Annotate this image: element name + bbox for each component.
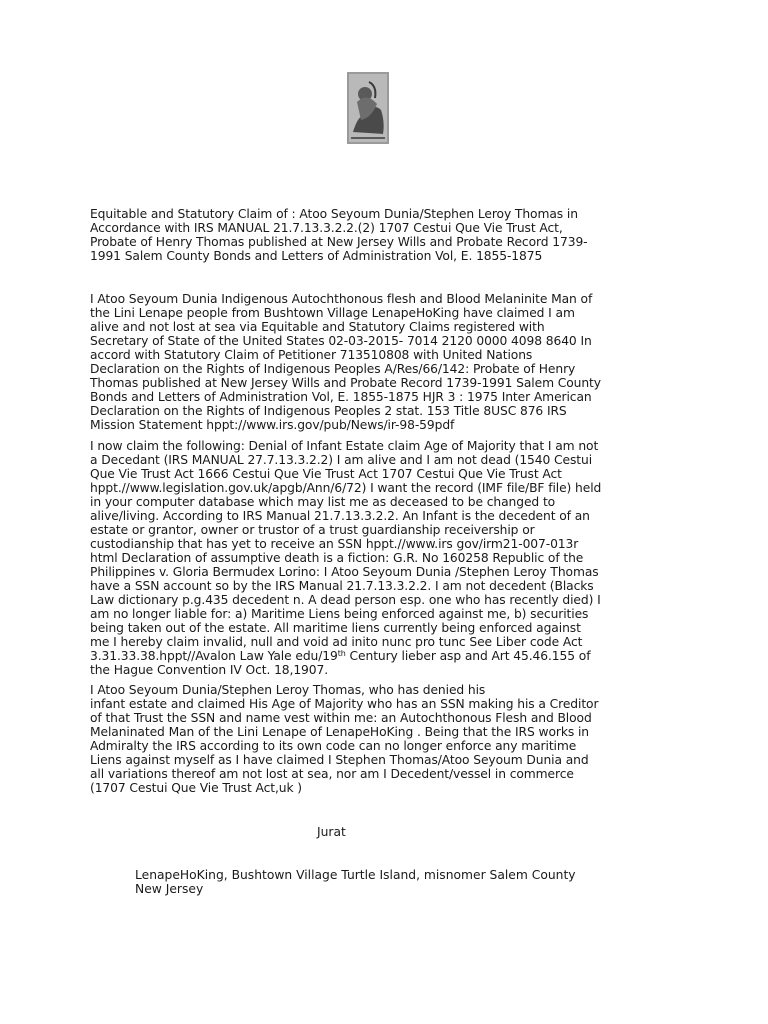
jurat-heading: Jurat — [317, 825, 346, 839]
engraved-seal-icon — [347, 72, 389, 144]
creditor-claim-paragraph: I Atoo Seyoum Dunia/Stephen Leroy Thomas, who has denied his infant estate and claimed His Age of Majority who has an SSN making his a Creditor of that Trust the SSN and name vest within me: an Autochthonous Flesh and Blood Melaninated Man of the Lini Lenape of LenapeHoKing . Being that the IRS works in Admiralty the IRS according to its own code can no longer enforce any maritime Liens against myself as I have claimed I Stephen Thomas/Atoo Seyoum Dunia and all variations thereof am not lost at sea, nor am I Decedent/vessel in commerce (1707 Cestui Que Vie Trust Act,uk ) — [90, 683, 599, 795]
superscript-th: th — [337, 649, 346, 658]
claim-body-paragraph: I Atoo Seyoum Dunia Indigenous Autochthonous flesh and Blood Melaninite Man of the Lini Lenape people from Bushtown Village LenapeHoKing have claimed I am alive and not lost at sea via Equitable and Statutory Claims registered with Secretary of State of the United States 02-03-2015- 7014 2120 0000 4098 8640 In accord with Statutory Claim of Petitioner 713510808 with United Nations Declaration on the Rights of Indigenous Peoples A/Res/66/142: Probate of Henry Thomas published at New Jersey Wills and Probate Record 1739-1991 Salem County Bonds and Letters of Administration Vol, E. 1855-1875 HJR 3 : 1975 Inter American Declaration on the Rights of Indigenous Peoples 2 stat. 153 Title 8USC 876 IRS Mission Statement hppt://www.irs.gov/pub/News/ir-98-59pdf — [90, 292, 601, 432]
claim-title-paragraph: Equitable and Statutory Claim of : Atoo Seyoum Dunia/Stephen Leroy Thomas in Accordance with IRS MANUAL 21.7.13.3.2.2.(2) 1707 Cestui Que Vie Trust Act, Probate of Henry Thomas published at New Jersey Wills and Probate Record 1739- 1991 Salem County Bonds and Letters of Administration Vol, E. 1855-1875 — [90, 207, 588, 263]
denial-claim-text: I now claim the following: Denial of Infant Estate claim Age of Majority that I am not a Decedant (IRS MANUAL 27.7.13.3.2.2) I am alive and I am not dead (1540 Cestui Que Vie Trust Act 1666 Cestui Que Vie Trust Act 1707 Cestui Que Vie Trust Act hppt.//www.legislation.gov.uk/apgb/Ann/6/72) I want the record (IMF file/BF file) held in your computer database which may list me as deceased to be changed to alive/living. According to IRS Manual 21.7.13.3.2.2. An Infant is the decedent of an estate or grantor, owner or trustor of a trust guardianship receivership or custodianship that has yet to receive an SSN hppt.//www.irs gov/irm21-007-013r html Declaration of assumptive death is a fiction: G.R. No 160258 Republic of the Philippines v. Gloria Bermudex Lorino: I Atoo Seyoum Dunia /Stephen Leroy Thomas have a SSN account so by the IRS Manual 21.7.13.3.2.2. I am not decedent (Blacks Law dictionary p.g.435 decedent n. A dead person esp. one who has recently died) I am no longer liable for: a) Maritime Liens being enforced against me, b) securities being taken out of the estate. All maritime liens currently being enforced against me I hereby claim invalid, null and void ad inito nunc pro tunc See Liber code Act 3.31.33.38.hppt//Avalon Law Yale edu/19 — [90, 439, 602, 663]
denial-claim-text-end: Century lieber asp and Art 45.46.155 of the Hague Convention IV Oct. 18,1907. — [90, 649, 591, 677]
denial-claim-paragraph — [90, 439, 680, 677]
address-line: LenapeHoKing, Bushtown Village Turtle Island, misnomer Salem County New Jersey — [135, 868, 576, 896]
